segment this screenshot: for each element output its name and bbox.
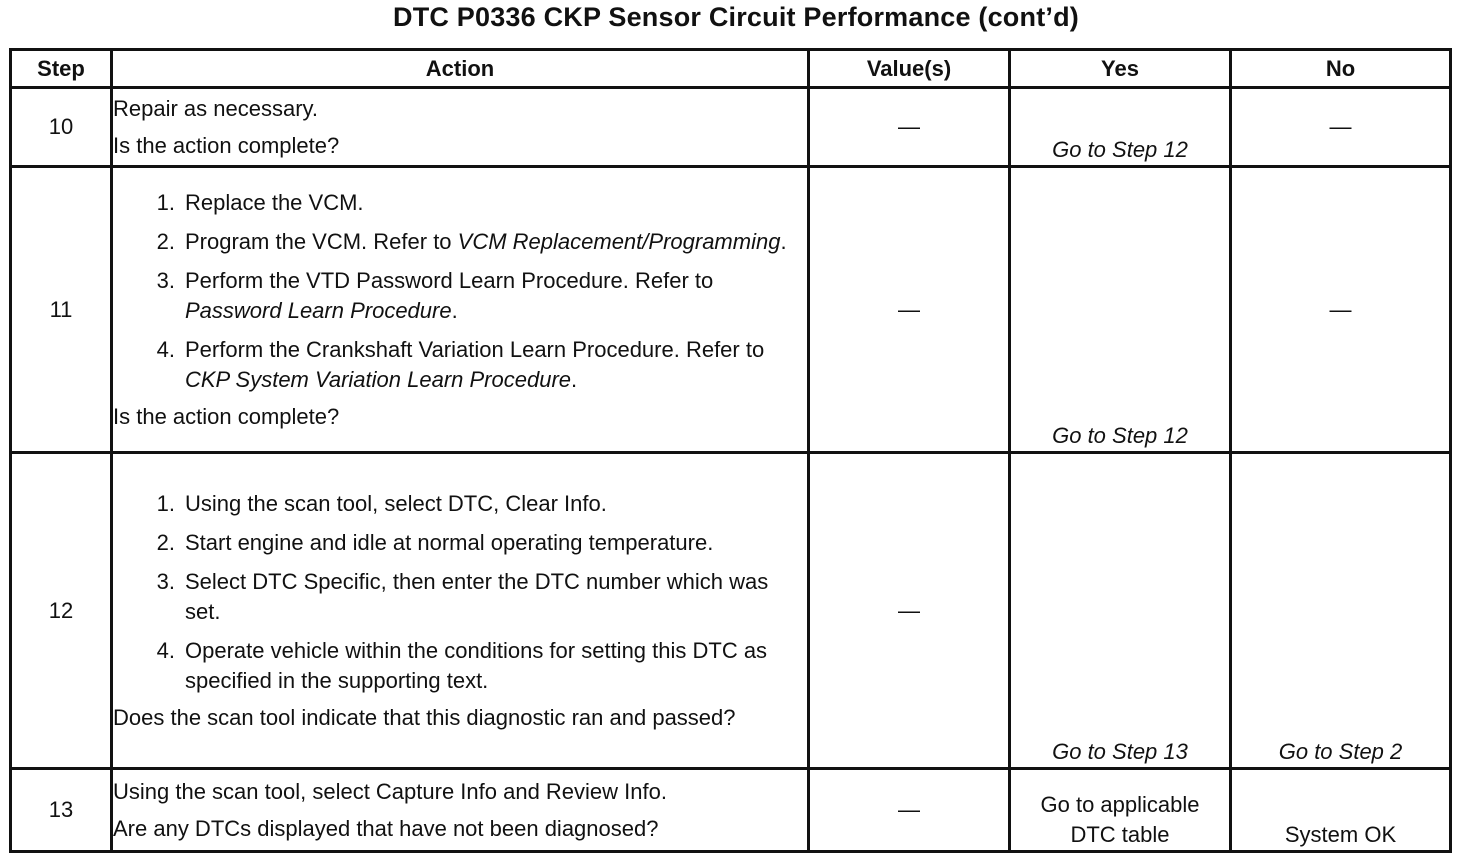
value-cell: —	[809, 453, 1010, 769]
list-number: 1.	[156, 490, 175, 516]
yes-cell: Go to Step 12	[1010, 88, 1231, 167]
table-row	[11, 769, 1451, 852]
step-number: 12	[11, 453, 112, 769]
value-cell: —	[809, 769, 1010, 852]
action-steps	[113, 489, 807, 696]
no-cell: Go to Step 2	[1231, 453, 1451, 769]
action-cell	[112, 769, 809, 852]
action-cell	[112, 88, 809, 167]
list-punct: .	[571, 366, 578, 392]
list-number: 4.	[156, 637, 175, 663]
value-cell: —	[809, 167, 1010, 453]
no-cell: —	[1231, 167, 1451, 453]
list-text: Operate vehicle within the conditions for setting this DTC as specified in the supporting text.	[185, 637, 768, 693]
list-number: 2.	[156, 529, 175, 555]
action-text: Repair as necessary.	[113, 95, 319, 121]
yes-cell: Go to Step 12	[1010, 167, 1231, 453]
reference-link-text: CKP System Variation Learn Procedure	[185, 366, 571, 392]
list-item	[113, 567, 807, 627]
table-row	[11, 167, 1451, 453]
action-question: Are any DTCs displayed that have not been diagnosed?	[113, 815, 659, 841]
list-punct: .	[780, 228, 787, 254]
header-action: Action	[112, 50, 809, 88]
step-number: 10	[11, 88, 112, 167]
list-text: Program the VCM. Refer to	[185, 228, 458, 254]
step-number: 11	[11, 167, 112, 453]
list-number: 3.	[156, 267, 175, 293]
yes-cell: Go to Step 13	[1010, 453, 1231, 769]
list-item	[113, 335, 807, 395]
diagnostic-table	[9, 48, 1452, 853]
header-no: No	[1231, 50, 1451, 88]
action-question: Is the action complete?	[113, 403, 340, 429]
list-text: Replace the VCM.	[185, 189, 364, 215]
action-text: Using the scan tool, select Capture Info and Review Info.	[113, 778, 667, 804]
list-number: 4.	[156, 336, 175, 362]
list-text: Using the scan tool, select DTC, Clear Info.	[185, 490, 607, 516]
list-text: Select DTC Specific, then enter the DTC number which was set.	[185, 568, 769, 624]
value-cell: —	[809, 88, 1010, 167]
header-values: Value(s)	[809, 50, 1010, 88]
list-text: Start engine and idle at normal operating temperature.	[185, 529, 714, 555]
list-item	[113, 636, 807, 696]
no-cell: System OK	[1231, 769, 1451, 852]
action-cell	[112, 167, 809, 453]
page-title: DTC P0336 CKP Sensor Circuit Performance (cont’d)	[393, 2, 1079, 32]
action-steps	[113, 188, 807, 395]
step-number: 13	[11, 769, 112, 852]
list-item	[113, 528, 807, 558]
no-cell: —	[1231, 88, 1451, 167]
list-number: 2.	[156, 228, 175, 254]
list-number: 3.	[156, 568, 175, 594]
action-question: Is the action complete?	[113, 132, 340, 158]
header-step: Step	[11, 50, 112, 88]
header-row	[11, 50, 1451, 88]
list-number: 1.	[156, 189, 175, 215]
action-question: Does the scan tool indicate that this diagnostic ran and passed?	[113, 704, 736, 730]
list-punct: .	[451, 297, 458, 323]
list-text: Perform the VTD Password Learn Procedure. Refer to	[185, 267, 714, 293]
list-item	[113, 227, 807, 257]
yes-cell: Go to applicable DTC table	[1010, 769, 1231, 852]
list-item	[113, 489, 807, 519]
header-yes: Yes	[1010, 50, 1231, 88]
table-row	[11, 88, 1451, 167]
list-item	[113, 188, 807, 218]
reference-link-text: Password Learn Procedure	[185, 297, 452, 323]
table-row	[11, 453, 1451, 769]
reference-link-text: VCM Replacement/Programming	[457, 228, 781, 254]
action-cell	[112, 453, 809, 769]
list-text: Perform the Crankshaft Variation Learn Procedure. Refer to	[185, 336, 765, 362]
list-item	[113, 266, 807, 326]
